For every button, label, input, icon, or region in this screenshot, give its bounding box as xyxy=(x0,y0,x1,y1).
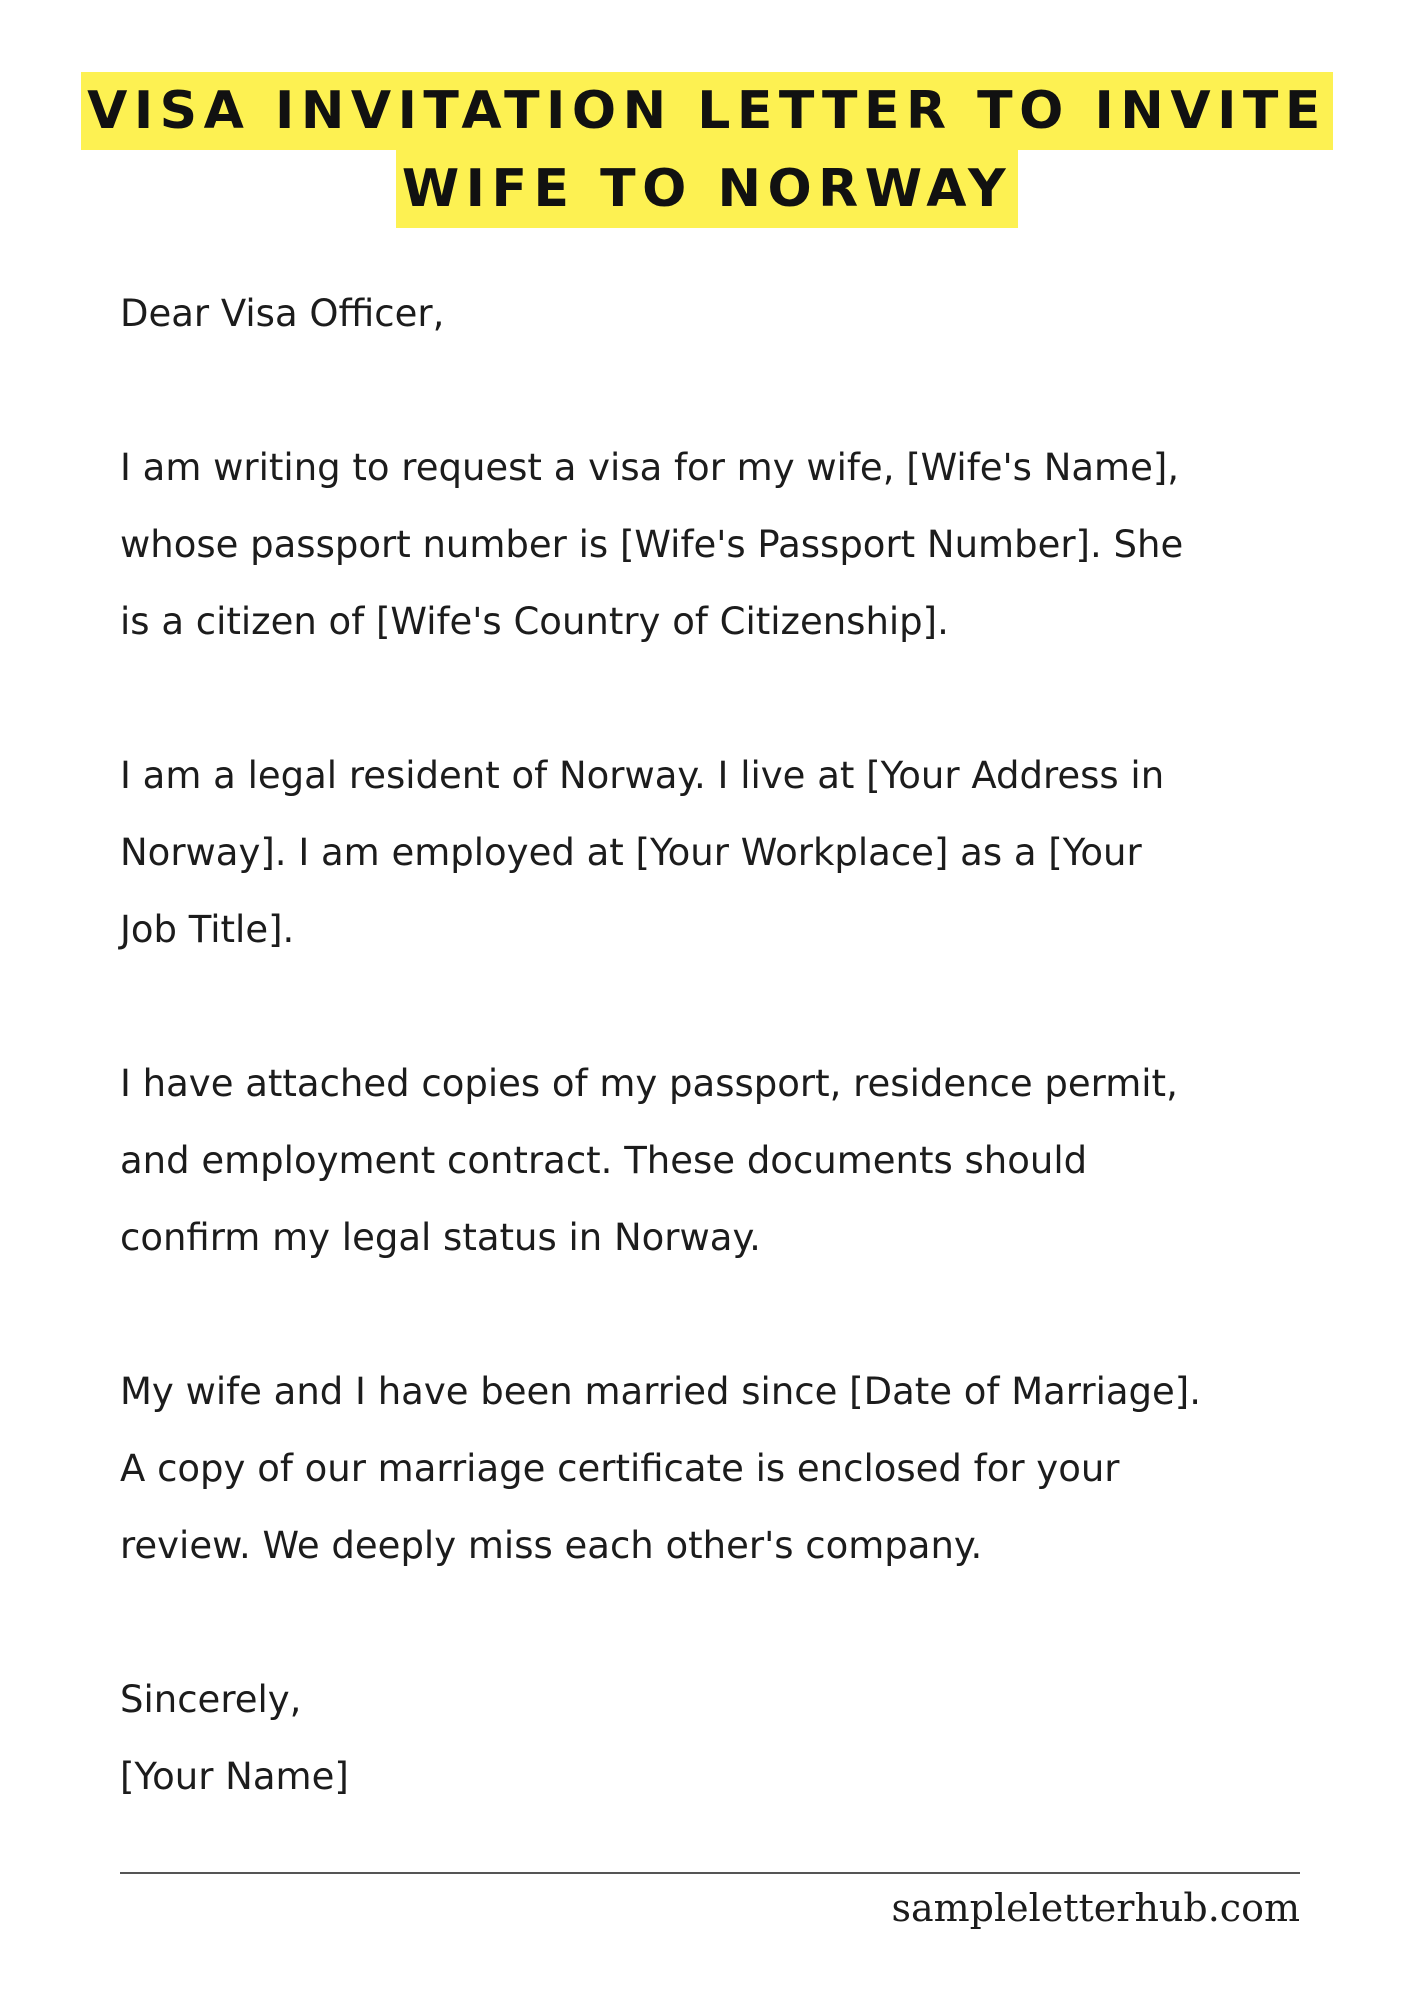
closing: Sincerely, xyxy=(120,1678,302,1721)
paragraph-residence: I am a legal resident of Norway. I live at [Your Address in Norway]. I am employed at [Your Workplace] as a [Your Job Title]. xyxy=(120,754,1165,951)
closing-block xyxy=(120,1661,1360,1815)
salutation: Dear Visa Officer, xyxy=(120,292,445,335)
paragraph-documents: I have attached copies of my passport, residence permit, and employment contract. These documents should confirm my legal status in Norway. xyxy=(120,1062,1178,1259)
title-line-2: WIFE TO NORWAY xyxy=(396,150,1018,228)
letter-body xyxy=(120,275,1360,1815)
footer-divider xyxy=(120,1872,1300,1874)
letter-title xyxy=(0,72,1414,228)
paragraph-marriage: My wife and I have been married since [Date of Marriage]. A copy of our marriage certificate is enclosed for your review. We deeply miss each other's company. xyxy=(120,1370,1201,1567)
title-line-1: VISA INVITATION LETTER TO INVITE xyxy=(81,72,1333,150)
paragraph-request: I am writing to request a visa for my wife, [Wife's Name], whose passport number is [Wife's Passport Number]. She is a citizen of [Wife's Country of Citizenship]. xyxy=(120,446,1184,643)
signature: [Your Name] xyxy=(120,1755,349,1798)
footer-website: sampleletterhub.com xyxy=(891,1886,1300,1930)
